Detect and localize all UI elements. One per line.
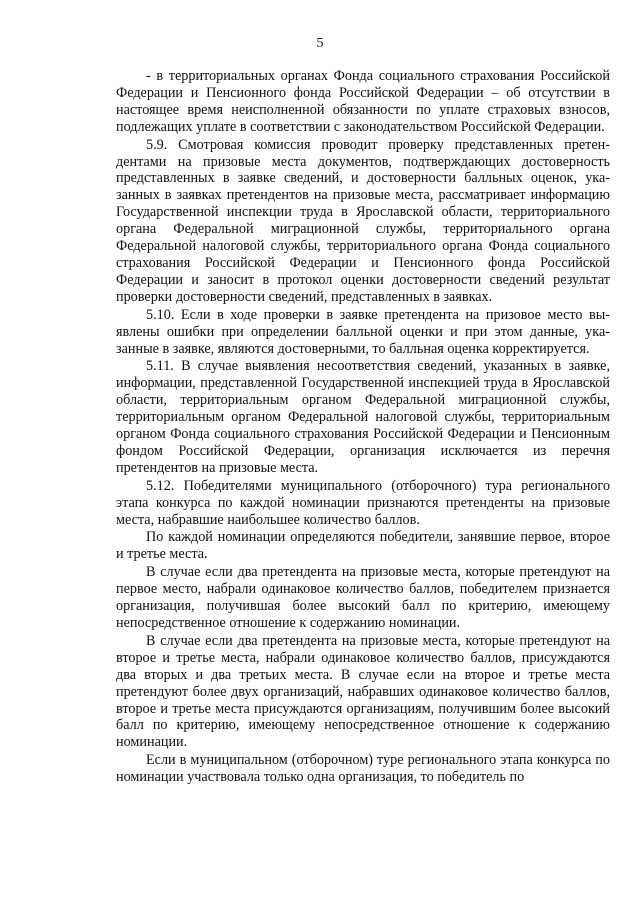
- paragraph-first-place-tie: В случае если два претендента на призовые места, которые претендуют на первое место, набрали одинаковое количество баллов, победителем признается организация, получившая более высокий балл по критерию, имеющему непосредственное отношение к содержанию номинации.: [116, 564, 610, 631]
- paragraph-second-third-place-tie: В случае если два претендента на призовые места, которые претендуют на второе и третье места, набрали одинаковое количество баллов, присуждаются два вторых и два третьих места. В случае если на второе и третье места претендуют более двух организаций, набравших одинаковое количество баллов, второе и третье места присуждаются организациям, получившим более высокий балл по критерию, имеющему непосредственное отношение к содержанию номинации.: [116, 632, 610, 751]
- document-body: [116, 68, 610, 787]
- paragraph-insurance-contributions: - в территориальных органах Фонда социального страхования Российской Федерации и Пенсионного фонда Российской Федерации – об отсутствии в настоящее время неисполненной обязанности по уплате страховых взносов, подлежащих уплате в соответствии с законодательством Российской Федерации.: [116, 68, 610, 135]
- paragraph-5-12: 5.12. Победителями муниципального (отборочного) тура регионального этапа конкурса по каждой номинации признаются претенденты на призовые места, набравшие наибольшее количество баллов.: [116, 477, 610, 528]
- paragraph-winners-places: По каждой номинации определяются победители, занявшие первое, второе и третье места.: [116, 529, 610, 563]
- page-number: 5: [316, 36, 324, 51]
- paragraph-5-9: 5.9. Смотровая комиссия проводит проверку представленных претендентами на призовые места документов, подтверждающих достоверность представленных в заявке сведений, и достоверности балльных оценок, указанных в заявках претендентов на призовые места, рассматривает информацию Государственной инспекции труда в Ярославской области, территориального органа Федеральной миграционной службы, территориального органа Федеральной налоговой службы, территориального органа Фонда социального страхования Российской Федерации и Пенсионного фонда Российской Федерации и заносит в протокол оценки достоверности сведений результат проверки достоверности сведений, представленных в заявках.: [116, 136, 610, 305]
- paragraph-5-10: 5.10. Если в ходе проверки в заявке претендента на призовое место выявлены ошибки при определении балльной оценки и при этом данные, указанные в заявке, являются достоверными, то балльная оценка корректируется.: [116, 306, 610, 357]
- paragraph-5-11: 5.11. В случае выявления несоответствия сведений, указанных в заявке, информации, представленной Государственной инспекцией труда в Ярославской области, территориальным органом Федеральной миграционной службы, территориальным органом Федеральной налоговой службы, территориальным органом Фонда социального страхования Российской Федерации и Пенсионным фондом Российской Федерации, организация исключается из перечня претендентов на призовые места.: [116, 358, 610, 476]
- paragraph-single-participant: Если в муниципальном (отборочном) туре регионального этапа конкурса по номинации участвовала только одна организация, то победитель по: [116, 752, 610, 786]
